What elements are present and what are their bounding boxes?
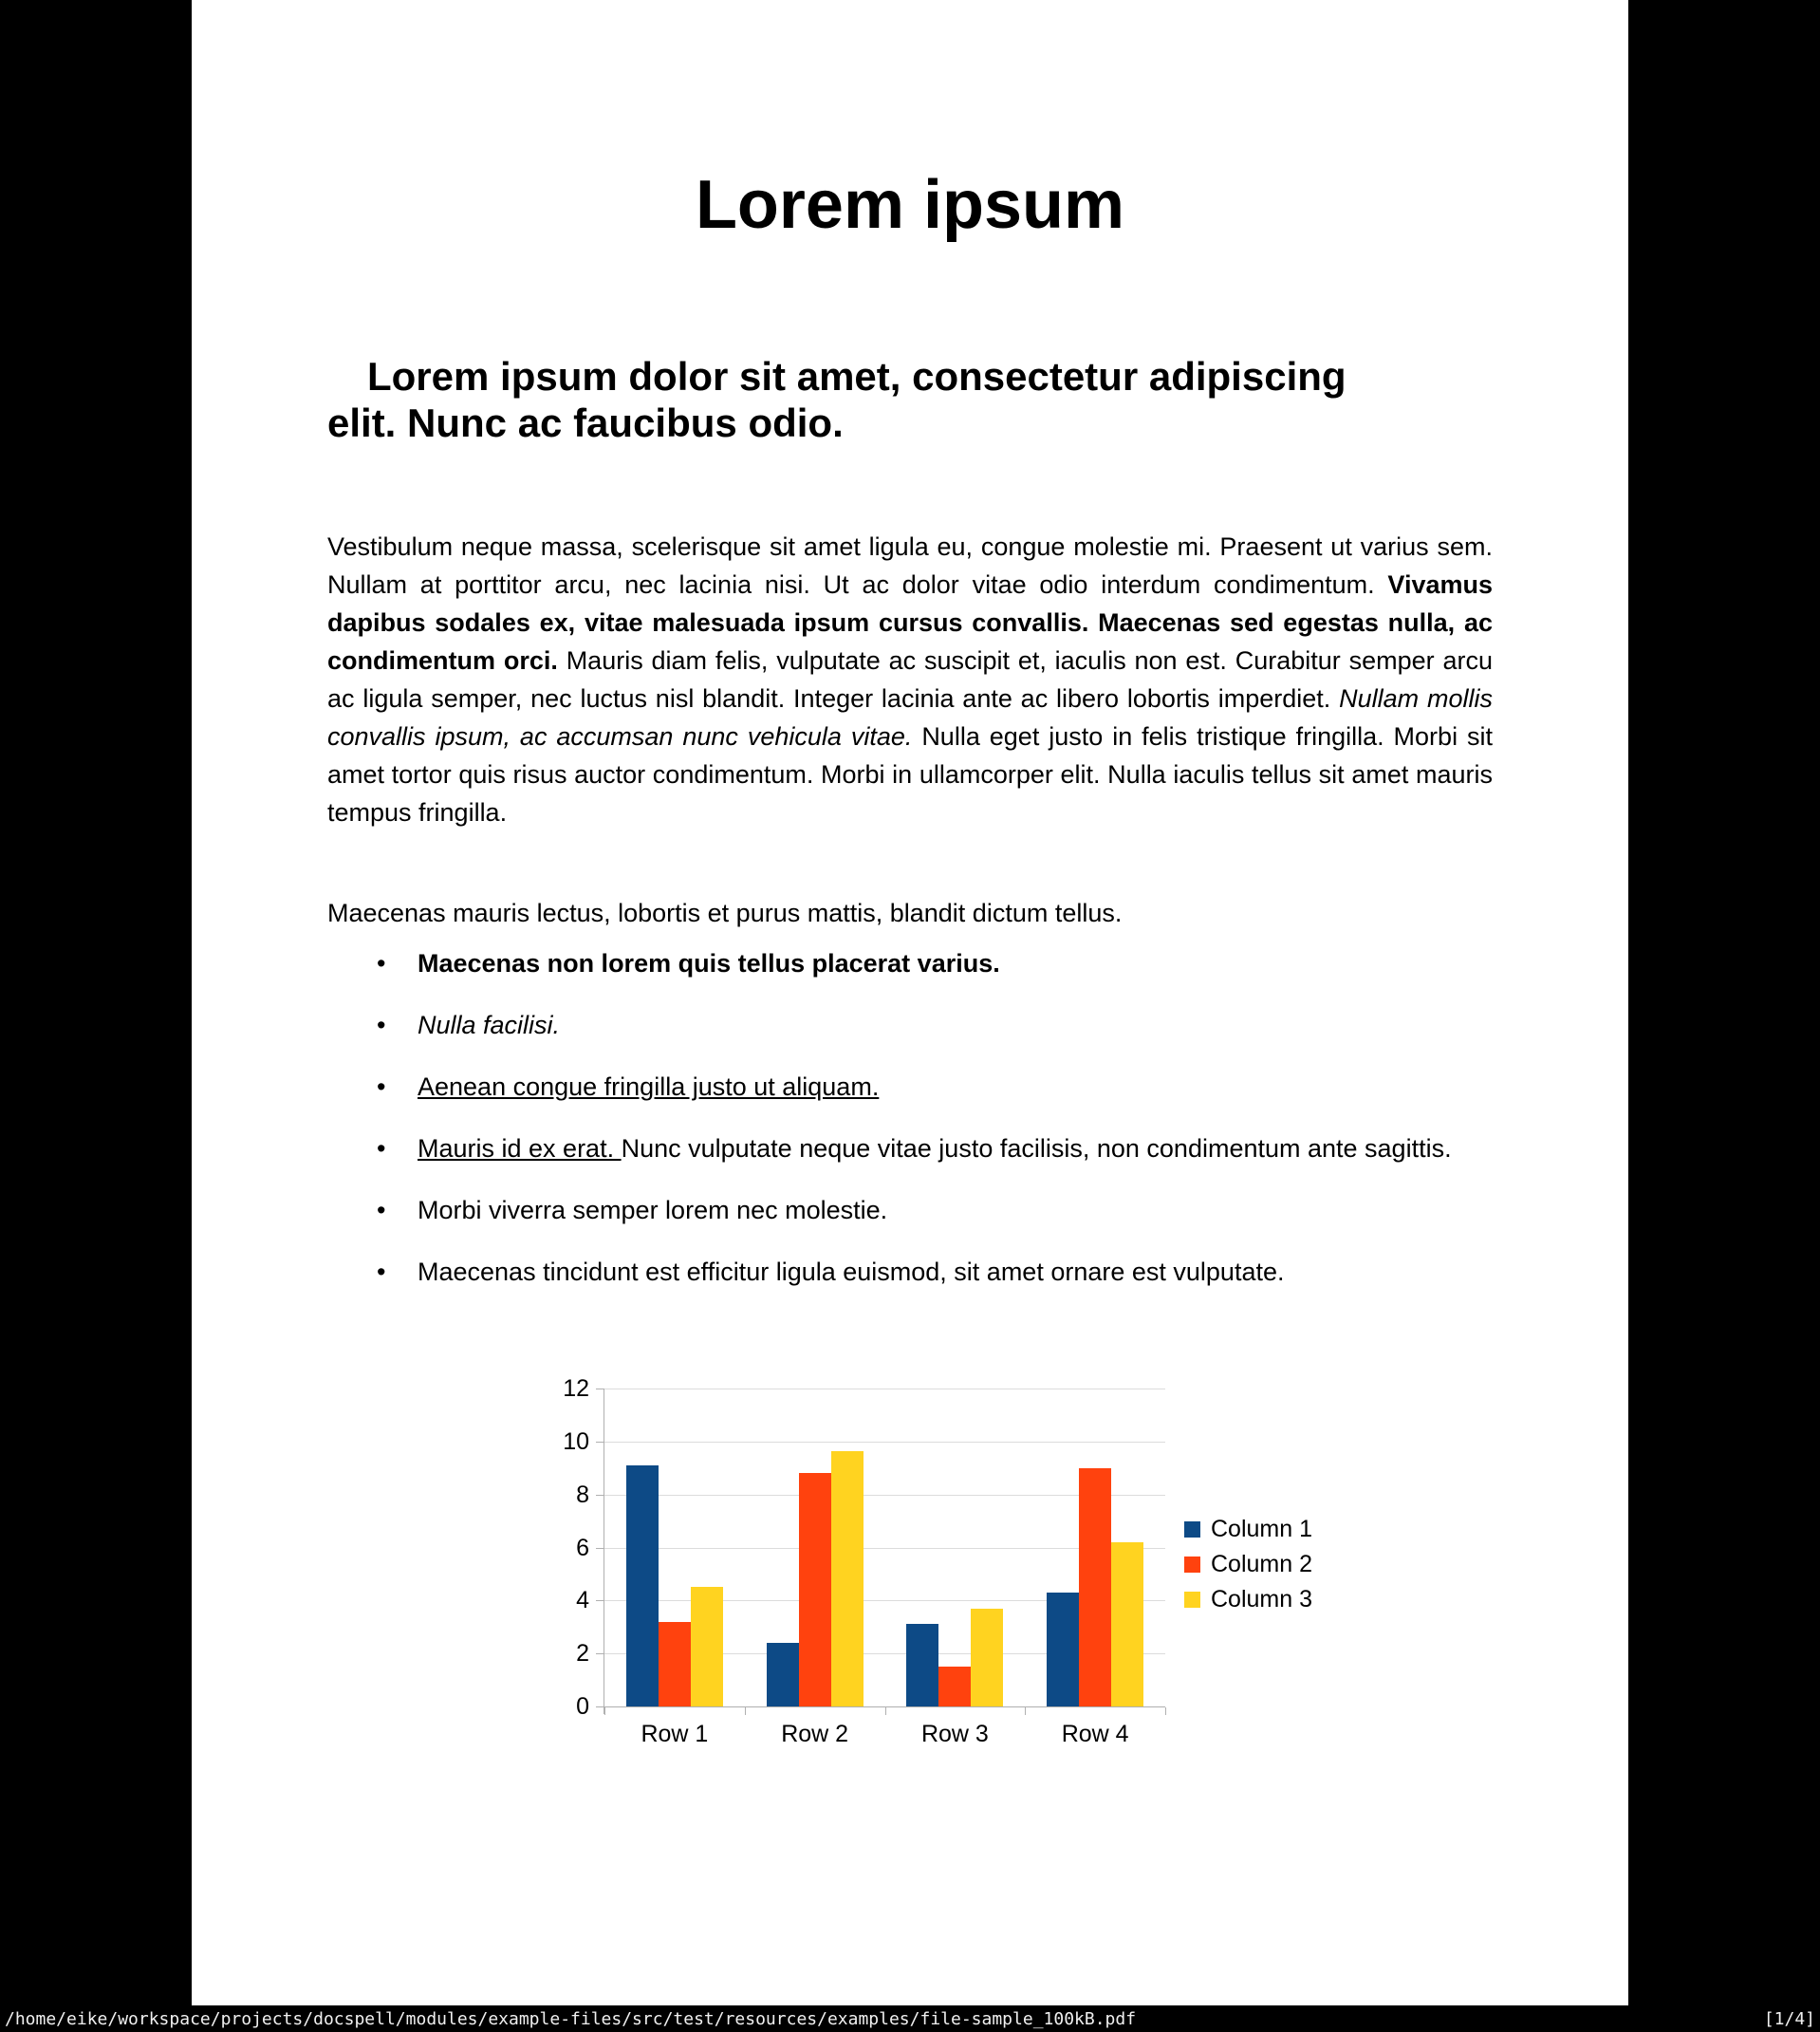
text-run: Nulla facilisi.: [418, 1011, 561, 1039]
document-page: [192, 0, 1628, 2005]
bar-column-1-row-1: [626, 1465, 659, 1706]
text-run: Nunc vulputate neque vitae justo facilisis, non condimentum ante sagittis.: [621, 1134, 1452, 1163]
x-axis-label: Row 3: [920, 1721, 989, 1747]
bar-column-2-row-1: [659, 1622, 691, 1706]
y-axis-label: 2: [576, 1640, 589, 1668]
text-run: Morbi viverra semper lorem nec molestie.: [418, 1196, 888, 1224]
gridline: [604, 1442, 1165, 1443]
legend-label: Column 3: [1211, 1586, 1312, 1613]
text-run: Maecenas non lorem quis tellus placerat varius.: [418, 949, 1000, 978]
legend-entry: [1184, 1547, 1312, 1582]
subtitle-line: elit. Nunc ac faucibus odio.: [327, 401, 844, 445]
text-run: Vestibulum neque massa, scelerisque sit amet ligula eu, congue molestie mi. Praesent ut varius sem. Nullam at porttitor arcu, nec lacinia nisi. Ut ac dolor vitae odio interdum condimentum.: [327, 532, 1493, 599]
legend-swatch: [1184, 1521, 1200, 1538]
paragraph-body: [327, 528, 1493, 831]
legend-swatch: [1184, 1557, 1200, 1573]
text-run: Nulla eget justo in felis tristique fringilla. Morbi sit amet tortor quis risus auctor condimentum. Morbi in ullamcorper elit. Nulla iaculis tellus sit amet mauris tempus fringilla.: [327, 722, 1493, 827]
y-axis-tick: [596, 1600, 604, 1601]
bar-column-1-row-3: [906, 1624, 938, 1706]
status-bar: [0, 2005, 1820, 2032]
x-axis-tick: [745, 1707, 746, 1715]
y-axis-label: 10: [563, 1427, 589, 1455]
doc-subtitle: [327, 353, 1493, 446]
x-axis-label: Row 2: [781, 1721, 849, 1747]
list-item: [375, 1253, 1493, 1291]
x-axis-tick: [1165, 1707, 1166, 1715]
legend-entry: [1184, 1512, 1312, 1547]
bar-column-3-row-2: [831, 1451, 864, 1706]
file-path: /home/eike/workspace/projects/docspell/modules/example-files/src/test/resources/examples/file-sample_100kB.pdf: [5, 2008, 1137, 2029]
doc-title: Lorem ipsum: [695, 167, 1125, 243]
chart-plot-area: [563, 1375, 1165, 1747]
chart-legend: [1184, 1512, 1312, 1617]
y-axis-label: 0: [576, 1693, 589, 1720]
paragraph-lead: Maecenas mauris lectus, lobortis et purus mattis, blandit dictum tellus.: [327, 899, 1123, 927]
y-axis-label: 6: [576, 1534, 589, 1561]
bar-column-2-row-4: [1079, 1468, 1111, 1706]
y-axis-tick: [596, 1442, 604, 1443]
y-axis-tick: [596, 1495, 604, 1496]
legend-swatch: [1184, 1592, 1200, 1608]
legend-entry: [1184, 1582, 1312, 1617]
bullet-list: [375, 944, 1493, 1314]
x-axis-tick: [885, 1707, 886, 1715]
y-axis-label: 4: [576, 1587, 589, 1614]
y-axis-label: 8: [576, 1481, 589, 1508]
x-axis-label: Row 4: [1061, 1721, 1129, 1747]
text-run: Maecenas tincidunt est efficitur ligula euismod, sit amet ornare est vulputate.: [418, 1258, 1285, 1286]
text-run: Vivamus dapibus sodales ex, vitae malesuada ipsum cursus convallis. Maecenas sed egestas nulla, ac condimentum orci.: [327, 570, 1493, 675]
bar-column-2-row-3: [938, 1667, 971, 1706]
legend-label: Column 2: [1211, 1551, 1312, 1577]
list-item: [375, 1191, 1493, 1229]
bar-column-1-row-4: [1047, 1593, 1079, 1706]
text-run: Nullam mollis convallis ipsum, ac accumsan nunc vehicula vitae.: [327, 684, 1493, 751]
list-item: [375, 1129, 1493, 1167]
y-axis-label: 12: [563, 1375, 589, 1402]
bar-column-3-row-3: [971, 1609, 1003, 1706]
legend-label: Column 1: [1211, 1516, 1312, 1542]
list-item: [375, 1006, 1493, 1044]
y-axis-tick: [596, 1706, 604, 1707]
text-run: Mauris id ex erat.: [418, 1134, 622, 1163]
bar-column-3-row-1: [691, 1587, 723, 1706]
x-axis-label: Row 1: [641, 1721, 709, 1747]
x-axis-tick: [604, 1707, 605, 1715]
list-item: [375, 1068, 1493, 1106]
subtitle-line: Lorem ipsum dolor sit amet, consectetur adipiscing: [367, 354, 1346, 399]
list-item: [375, 944, 1493, 982]
bar-column-1-row-2: [767, 1643, 799, 1706]
bar-chart: [563, 1375, 1165, 1747]
y-axis-tick: [596, 1548, 604, 1549]
x-axis-tick: [1025, 1707, 1026, 1715]
text-run: Aenean congue fringilla justo ut aliquam.: [418, 1072, 880, 1101]
page-indicator: [1/4]: [1763, 2008, 1815, 2029]
bar-column-2-row-2: [799, 1473, 831, 1706]
y-axis-tick: [596, 1653, 604, 1654]
bar-column-3-row-4: [1111, 1542, 1143, 1706]
text-run: Mauris diam felis, vulputate ac suscipit et, iaculis non est. Curabitur semper arcu ac ligula semper, nec luctus nisl blandit. Integer lacinia ante ac libero lobortis imperdiet.: [327, 646, 1493, 713]
